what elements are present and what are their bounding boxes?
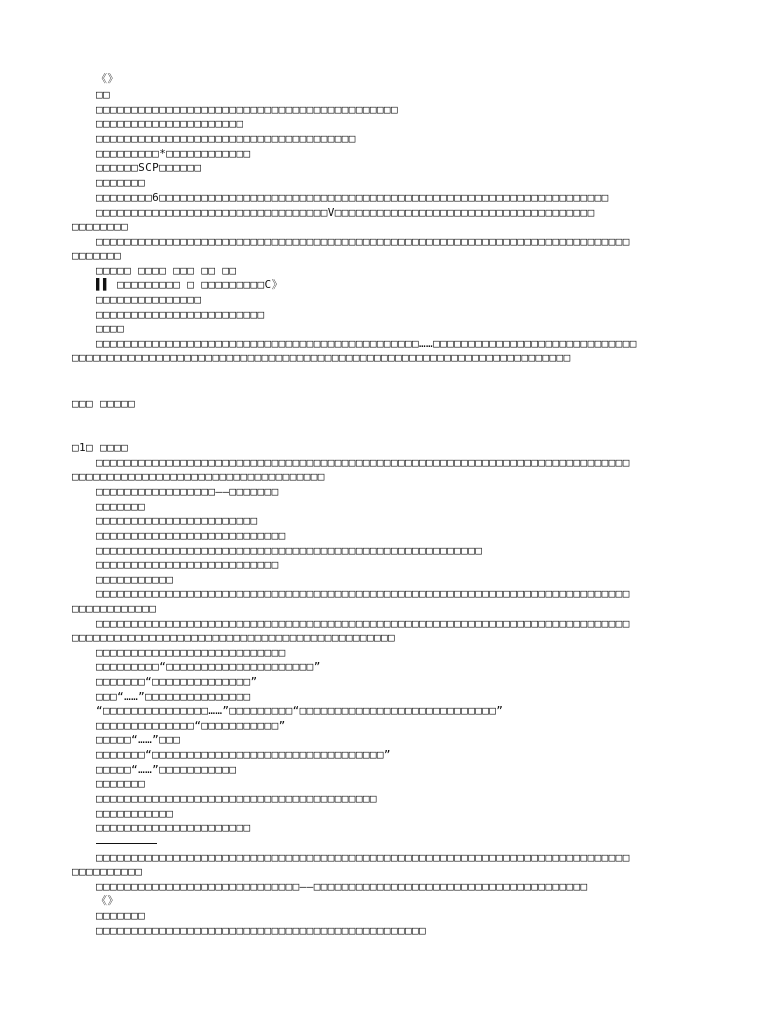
text-line: □□□□□□□□ (72, 220, 129, 233)
text-line: □□□□□□□□□□□□□□“□□□□□□□□□□□” (96, 719, 286, 732)
footnote-line: □□□□□□□ (96, 909, 146, 922)
text-line: □□□□□□□□□□□□□□□□□□□□□□□□□□□□□□□□□□□□ (72, 470, 325, 483)
text-line: □□□□□“……”□□□□□□□□□□□ (96, 763, 237, 776)
text-line: □□ (96, 88, 111, 101)
footnote-line: □□□□□□□□□□□□□□□□□□□□□□□□□□□□□□□□□□□□□□□□□□□□□□□ (96, 924, 427, 937)
text-line: □□□□□□□□□□□□□□□□□□□□□□□□□□ (96, 558, 279, 571)
text-line: □□□□□□□□□□□□□□□□□□□□□□□□□□□□□□□□□□□□□□□□□□□□□□□□□□□□□□□□□□□□□□□□□□□□□□□□□□□□ (96, 587, 630, 600)
text-line: □□□□□□□□□□□□□□□□□□□□□□□□□□□□□□□□□V□□□□□□□□□□□□□□□□□□□□□□□□□□□□□□□□□□□□□ (96, 206, 595, 219)
text-line: □□□□□□□□□“□□□□□□□□□□□□□□□□□□□□□” (96, 660, 321, 673)
text-line: □□□□□□□□□□□□□□□□□□□□□□□□□□□□□□□□□□□□□□□□□□□□□□□□□□□□□□□□□□□□□□□□□□□□□□□□□□□□ (96, 235, 630, 248)
text-line: □□□□□□□□□□□□□□□□□□□□□□□□□□□ (96, 529, 286, 542)
text-line: “□□□□□□□□□□□□□□□……”□□□□□□□□□“□□□□□□□□□□□□□□□□□□□□□□□□□□□□” (96, 704, 504, 717)
text-line: □□□□□□□□□□□□□□□□□□□□□□□□□□□□□□□□□□□□□□□□□□□ (96, 103, 398, 116)
footnote-line: □□□□□□□□□□□□□□□□□□□□□□□□□□□□□□□□□□□□□□□□□□□□□□□□□□□□□□□□□□□□□□□□□□□□□□□□□□□□ (96, 851, 630, 864)
text-line: □□□□□□□□6□□□□□□□□□□□□□□□□□□□□□□□□□□□□□□□□□□□□□□□□□□□□□□□□□□□□□□□□□□□□□□□□ (96, 191, 609, 204)
text-line: □□□□□ □□□□ □□□ □□ □□ (96, 264, 237, 277)
text-line: □□□□□□□□□□□□□□□□□□□□□□□□□□□□□□□□□□□□□□□□□□□□□□□□□□□□□□□□□□□□□□□□□□□□□□□□□□□□ (96, 617, 630, 630)
text-line: □□□□□□□□□□□□□□□□□□□□□□□ (96, 514, 258, 527)
text-line: □□□□□□□□□□□□□□□□□□□□□□ (96, 821, 251, 834)
text-line: □□□□□□□□□□□□ (72, 602, 157, 615)
text-line: □□□□□□□□□□□□□□□□□□□□□ (96, 117, 244, 130)
text-line: □□□□□□□ (72, 249, 122, 262)
footnote-line: □□□□□□□□□□□□□□□□□□□□□□□□□□□□□——□□□□□□□□□□□□□□□□□□□□□□□□□□□□□□□□□□□□□□□ (96, 880, 588, 893)
text-line: □□□□□□□□□□□□□□□□□□□□□□□□□□□ (96, 646, 286, 659)
text-line: □□□□□□□□□□□ (96, 573, 174, 586)
text-line: □□□□□□□ (96, 500, 146, 513)
text-line: □□□□□□□□□□□ (96, 807, 174, 820)
text-line: □□□□□□SCP□□□□□□ (96, 161, 202, 174)
chapter-heading: □1□ □□□□ (72, 441, 129, 454)
text-line: □□□□□□□“□□□□□□□□□□□□□□□□□□□□□□□□□□□□□□□□□” (96, 748, 391, 761)
section-heading: □□□ □□□□□ (72, 397, 136, 410)
text-line: □□□□□□□□□*□□□□□□□□□□□□ (96, 147, 251, 160)
footnote-line: □□□□□□□□□□ (72, 865, 143, 878)
text-line: □□□□□□□□□□□□□□□□□□□□□□□□□□□□□□□□□□□□□□□□□□□□□□ (72, 631, 396, 644)
text-line: □□□□□□□□□□□□□□□□□□□□□□□□□□□□□□□□□□□□□□□□□□□□□□□□□□□□□□□□□□□□□□□□□□□□□□□□□□□□ (96, 456, 630, 469)
footnote-divider (96, 843, 157, 844)
text-line: □□□□ (96, 322, 125, 335)
text-line: ▌▌ □□□□□□□□□ □ □□□□□□□□□C》 (96, 278, 283, 291)
text-line: □□□“……”□□□□□□□□□□□□□□□ (96, 690, 251, 703)
footnote-line: 《》 (96, 894, 119, 907)
text-line: □□□□□□□□□□□□□□□□□□□□□□□□□□□□□□□□□□□□□ (96, 132, 356, 145)
text-line: □□□□□□□□□□□□□□□□□□□□□□□□ (96, 308, 265, 321)
text-line: □□□□□□□□□□□□□□□□□□□□□□□□□□□□□□□□□□□□□□□□ (96, 792, 377, 805)
text-line: □□□□□□□□□□□□□□□□□——□□□□□□□ (96, 485, 279, 498)
text-line: □□□□□□□□□□□□□□□□□□□□□□□□□□□□□□□□□□□□□□□□□□□□□□□□□□□□□□□ (96, 544, 483, 557)
text-line: □□□□□□□ (96, 176, 146, 189)
text-line: 《》 (96, 72, 119, 85)
text-line: □□□□□□□“□□□□□□□□□□□□□□” (96, 675, 258, 688)
text-line: □□□□□□□□□□□□□□□□□□□□□□□□□□□□□□□□□□□□□□□□□□□□□□……□□□□□□□□□□□□□□□□□□□□□□□□□□□□□ (96, 337, 637, 350)
text-line: □□□□□□□□□□□□□□□□□□□□□□□□□□□□□□□□□□□□□□□□□□□□□□□□□□□□□□□□□□□□□□□□□□□□□□□ (72, 351, 571, 364)
text-line: □□□□□□□ (96, 777, 146, 790)
text-line: □□□□□“……”□□□ (96, 733, 181, 746)
text-line: □□□□□□□□□□□□□□□ (96, 293, 202, 306)
